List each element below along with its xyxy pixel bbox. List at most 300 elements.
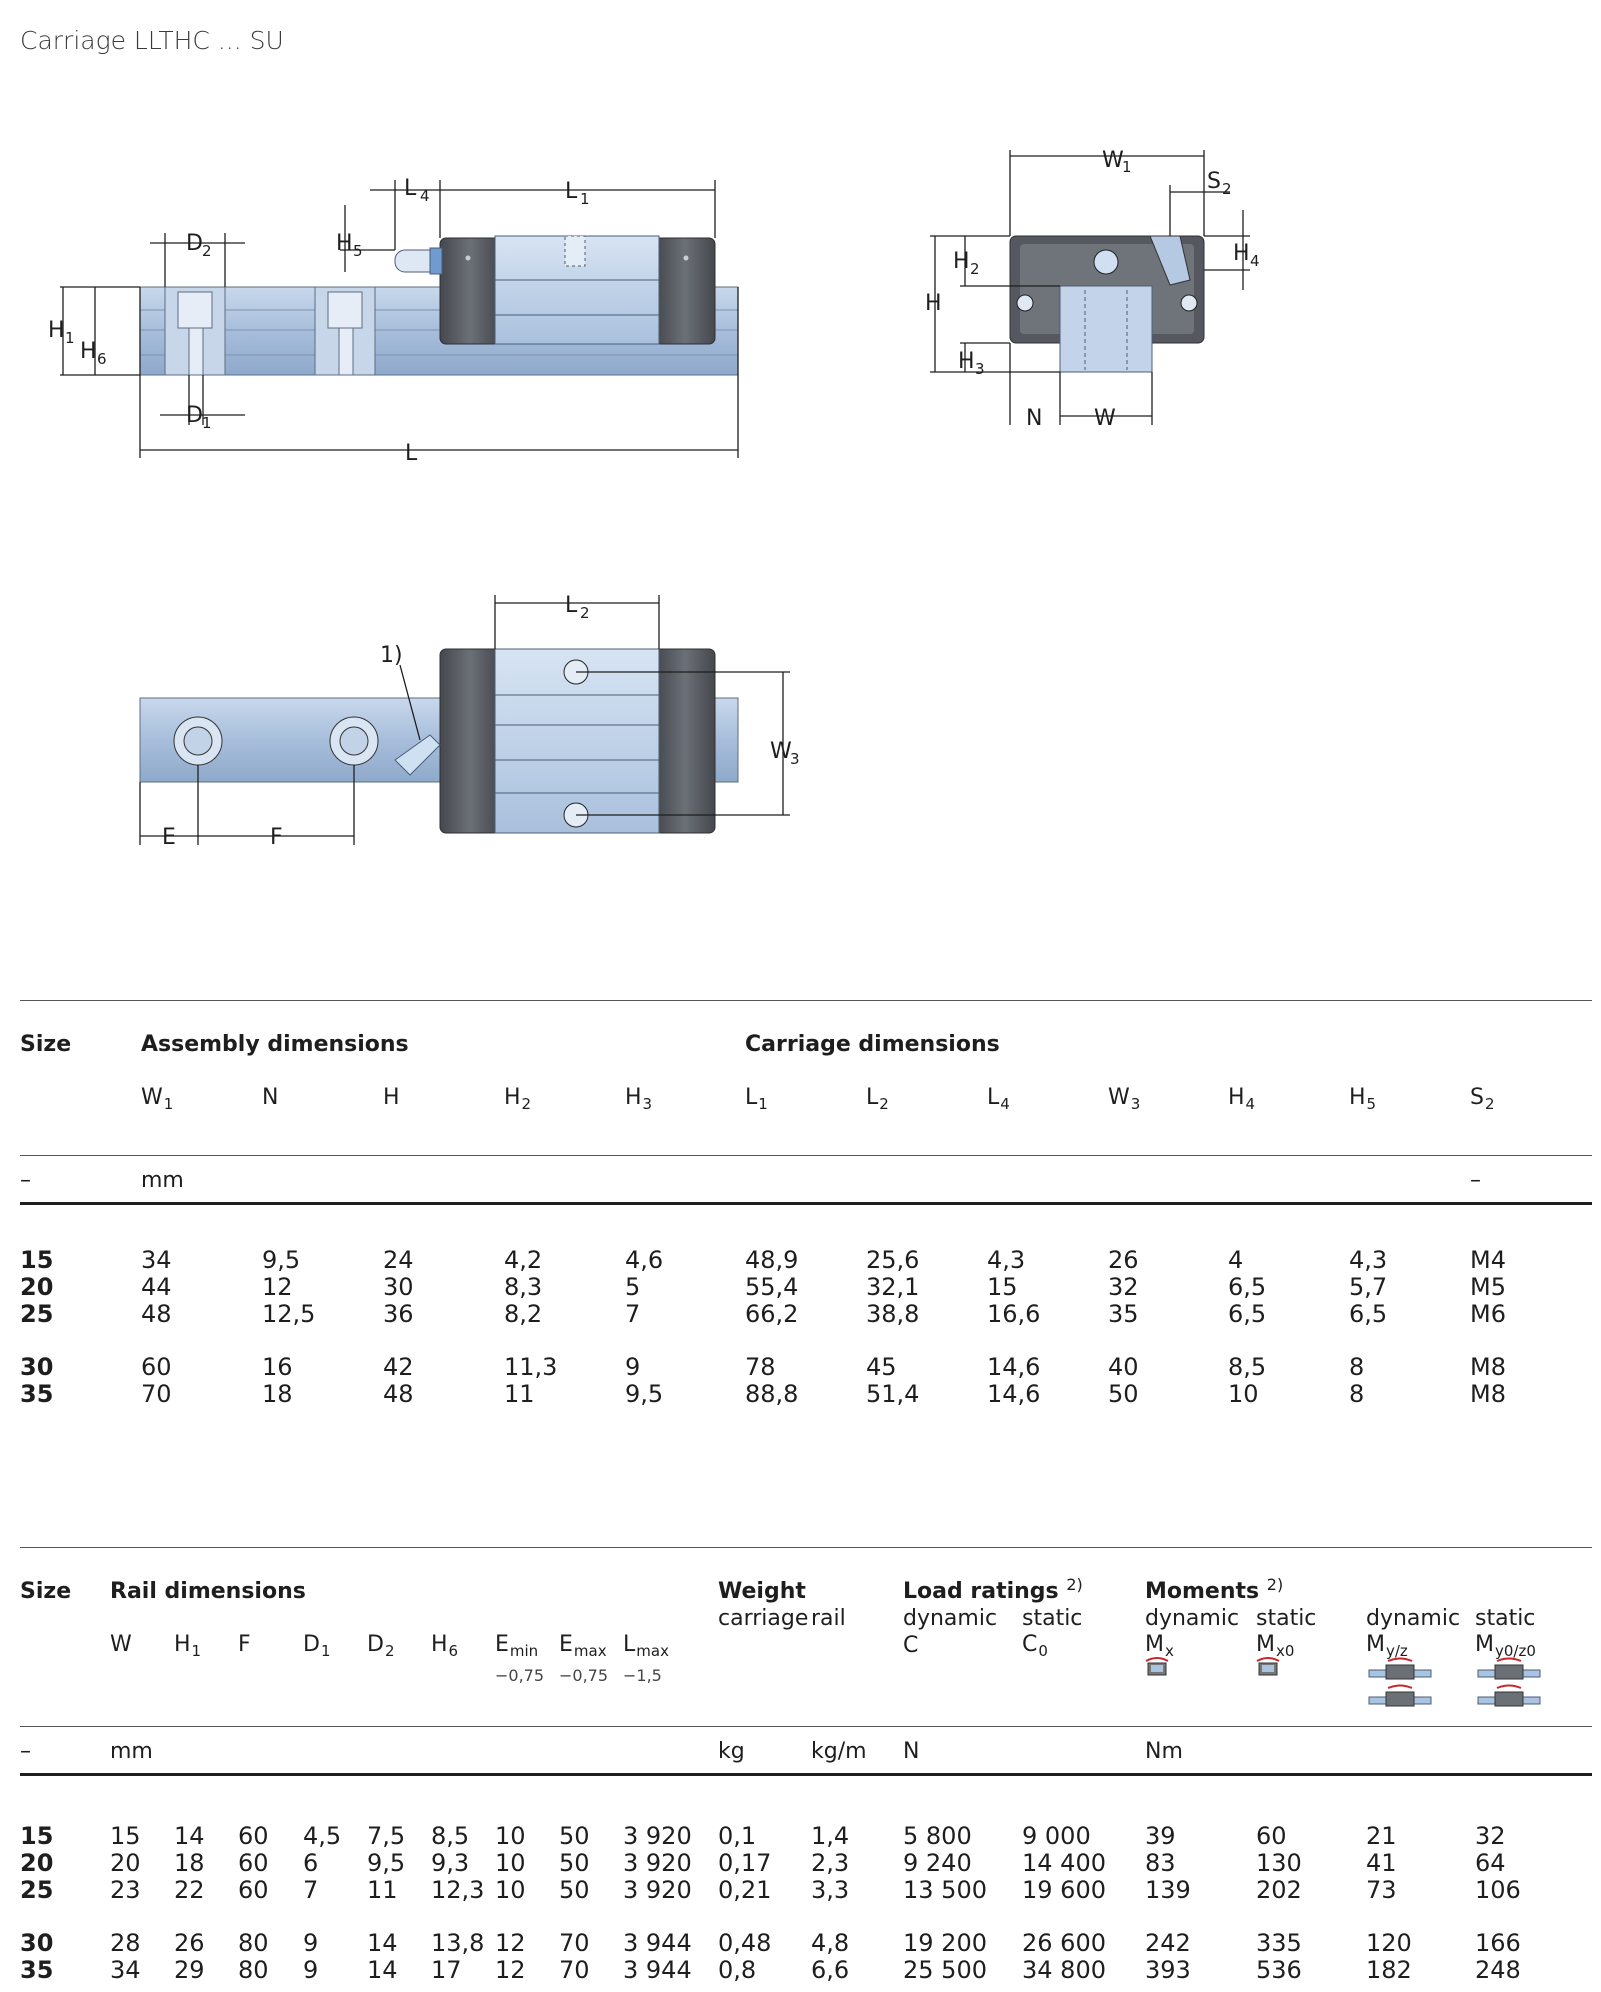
table-cell: 83 (1145, 1849, 1176, 1877)
table-cell: 17 (431, 1956, 462, 1984)
table1-group2-col-8 (987, 1354, 1040, 1408)
table-cell: M6 (1470, 1300, 1506, 1328)
svg-text:2: 2 (580, 604, 590, 622)
table-cell: 4,2 (504, 1246, 543, 1274)
dim-l4: L (404, 176, 417, 201)
table-cell: 25 (20, 1876, 54, 1904)
table-cell: 48,9 (745, 1246, 799, 1274)
table2-header-col-7: $E_{max}$ (559, 1632, 607, 1660)
table-cell: 12,5 (262, 1300, 316, 1328)
table-cell: 9,5 (367, 1849, 406, 1877)
table2-group2-col-10 (718, 1930, 771, 1984)
table-cell: 29 (174, 1956, 205, 1984)
table-cell: 25,6 (866, 1246, 920, 1274)
table-cell: 536 (1256, 1956, 1302, 1984)
table-cell: 4,5 (303, 1822, 342, 1850)
table2-load-static: static (1022, 1606, 1083, 1631)
table-cell: 11 (504, 1380, 535, 1408)
table-cell: 25 (20, 1300, 54, 1328)
table2-group2-col-4 (303, 1930, 318, 1984)
svg-text:3: 3 (975, 360, 985, 378)
table2-header-col-6: $E_{min}$ (495, 1632, 539, 1660)
dim-f: F (270, 825, 283, 850)
table-cell: 12 (262, 1273, 293, 1301)
table1-unit-s2: – (1470, 1168, 1481, 1193)
mx-icon (1146, 1658, 1168, 1675)
table2-unit-rule (20, 1726, 1592, 1727)
table1-group2-col-2 (262, 1354, 293, 1408)
table2-group2-col-14 (1145, 1930, 1191, 1984)
table-cell: 38,8 (866, 1300, 920, 1328)
top-view (140, 649, 738, 833)
table1-header-col-5: $L_1$ (745, 1085, 768, 1113)
table-cell: 28 (110, 1929, 141, 1957)
table2-group1-col-13 (1022, 1823, 1106, 1904)
table-cell: 0,17 (718, 1849, 772, 1877)
table-cell: 51,4 (866, 1380, 920, 1408)
table2-group1-col-7 (495, 1823, 526, 1904)
table2-group1-col-8 (559, 1823, 590, 1904)
note-1: 1) (380, 643, 403, 668)
table-cell: 26 (174, 1929, 205, 1957)
table-cell: 7,5 (367, 1822, 406, 1850)
table-cell: 9,5 (262, 1246, 301, 1274)
table1-top-rule (20, 1000, 1592, 1001)
page-title: Carriage LLTHC ... SU (20, 26, 284, 55)
table-cell: 48 (141, 1300, 172, 1328)
table-cell: 12 (495, 1956, 526, 1984)
table-cell: 15 (20, 1246, 54, 1274)
table-cell: 34 (141, 1246, 172, 1274)
table2-header-rule (20, 1773, 1592, 1776)
table2-group2-col-5 (367, 1930, 398, 1984)
svg-text:1: 1 (65, 329, 75, 347)
table1-group1-col-4 (504, 1247, 542, 1328)
table-cell: 35 (20, 1956, 54, 1984)
table1-group1-col-3 (383, 1247, 414, 1328)
table1-header-col-11: $S_2$ (1470, 1085, 1495, 1113)
table2-m-static2: static (1475, 1606, 1536, 1631)
table-cell: 60 (141, 1353, 172, 1381)
table-cell: 20 (110, 1849, 141, 1877)
table-cell: 15 (20, 1822, 54, 1850)
table2-header-col-5: $H_6$ (431, 1632, 459, 1660)
table-cell: 3,3 (811, 1876, 850, 1904)
table-cell: 40 (1108, 1353, 1139, 1381)
table2-group1-col-12 (903, 1823, 987, 1904)
table-cell: 0,21 (718, 1876, 772, 1904)
table-cell: 6 (303, 1849, 319, 1877)
table2-m-static: static (1256, 1606, 1317, 1631)
table-cell: 8 (1349, 1353, 1365, 1381)
table-cell: 4,6 (625, 1246, 664, 1274)
table-cell: 0,1 (718, 1822, 757, 1850)
table-cell: 9,3 (431, 1849, 470, 1877)
table2-group-rail: Rail dimensions (110, 1579, 306, 1604)
table-cell: 3 920 (623, 1822, 692, 1850)
svg-text:1: 1 (202, 414, 212, 432)
table2-weight-carriage: carriage (718, 1606, 809, 1631)
dim-l: L (405, 441, 418, 466)
table-cell: 9,5 (625, 1380, 664, 1408)
table2-unit-size: – (20, 1739, 31, 1764)
table-cell: 202 (1256, 1876, 1302, 1904)
table2-unit-nm: Nm (1145, 1739, 1183, 1764)
table2-top-rule (20, 1547, 1592, 1548)
dim-h5: H (336, 231, 353, 256)
table-cell: 32,1 (866, 1273, 920, 1301)
table2-m-dynamic: dynamic (1145, 1606, 1240, 1631)
table-cell: 19 600 (1022, 1876, 1106, 1904)
table-cell: 3 920 (623, 1876, 692, 1904)
table-cell: 23 (110, 1876, 141, 1904)
table-cell: 16,6 (987, 1300, 1041, 1328)
table-cell: 50 (559, 1876, 590, 1904)
table2-group1-col-17 (1475, 1823, 1521, 1904)
table-cell: 7 (303, 1876, 319, 1904)
table-cell: 50 (559, 1822, 590, 1850)
table-cell: 6,5 (1228, 1300, 1267, 1328)
dim-w: W (1094, 406, 1116, 431)
table2-header-col-2: F (238, 1632, 251, 1657)
table-cell: 70 (559, 1929, 590, 1957)
table1-group2-col-3 (383, 1354, 414, 1408)
table-cell: 36 (383, 1300, 414, 1328)
table-cell: 60 (238, 1849, 269, 1877)
table-cell: M8 (1470, 1380, 1506, 1408)
table-cell: 12,3 (431, 1876, 485, 1904)
svg-text:4: 4 (1250, 252, 1260, 270)
table-cell: 30 (383, 1273, 414, 1301)
table-cell: 73 (1366, 1876, 1397, 1904)
table-cell: 20 (20, 1273, 54, 1301)
table-cell: 44 (141, 1273, 172, 1301)
table1-unit-size: – (20, 1168, 31, 1193)
table2-weight-rail: rail (811, 1606, 846, 1631)
table-cell: 6,6 (811, 1956, 850, 1984)
table-cell: 60 (238, 1876, 269, 1904)
table2-tol-emin: −0,75 (495, 1666, 545, 1685)
dim-h: H (925, 291, 942, 316)
table2-unit-mm: mm (110, 1739, 153, 1764)
table-cell: 10 (495, 1849, 526, 1877)
table-cell: 15 (987, 1273, 1018, 1301)
table2-group2-col-8 (559, 1930, 590, 1984)
table-cell: 4,8 (811, 1929, 850, 1957)
table2-group-load: Load ratings $^{2)}$ (903, 1575, 1083, 1604)
table1-header-col-1: N (262, 1085, 279, 1110)
table2-load-static-sym: $C_0$ (1022, 1632, 1048, 1660)
table-cell: 3 920 (623, 1849, 692, 1877)
table2-tol-emax: −0,75 (559, 1666, 609, 1685)
svg-text:4: 4 (420, 187, 430, 205)
table-cell: 106 (1475, 1876, 1521, 1904)
table2-group2-col-3 (238, 1930, 269, 1984)
table2-mx: $M_x$ (1145, 1632, 1174, 1660)
table1-header-col-6: $L_2$ (866, 1085, 889, 1113)
table-cell: 32 (1108, 1273, 1139, 1301)
table1-header-col-7: $L_4$ (987, 1085, 1010, 1113)
myz0-icon (1478, 1659, 1540, 1707)
svg-text:6: 6 (97, 350, 107, 368)
table1-group2-col-10 (1228, 1354, 1266, 1408)
table1-group1-col-8 (987, 1247, 1040, 1328)
table-cell: 48 (383, 1380, 414, 1408)
mx0-icon (1257, 1658, 1279, 1675)
table2-group1-col-3 (238, 1823, 269, 1904)
table-cell: 242 (1145, 1929, 1191, 1957)
table-cell: 139 (1145, 1876, 1191, 1904)
table-cell: 13,8 (431, 1929, 485, 1957)
table-cell: 3 944 (623, 1929, 692, 1957)
table-cell: 4,3 (987, 1246, 1026, 1274)
table2-group2-col-13 (1022, 1930, 1106, 1984)
table2-tol-lmax: −1,5 (623, 1666, 662, 1685)
svg-text:1: 1 (1122, 158, 1132, 176)
dim-d1: D (186, 403, 203, 428)
table2-group2-col-17 (1475, 1930, 1521, 1984)
table1-group1-col-11 (1349, 1247, 1387, 1328)
dim-h3: H (958, 349, 975, 374)
table-cell: 166 (1475, 1929, 1521, 1957)
table2-group2-col-9 (623, 1930, 692, 1984)
svg-text:1: 1 (580, 190, 590, 208)
table2-group1-col-5 (367, 1823, 405, 1904)
table-cell: 335 (1256, 1929, 1302, 1957)
table1-group1-col-12 (1470, 1247, 1506, 1328)
table-cell: 39 (1145, 1822, 1176, 1850)
table-cell: 9 (625, 1353, 641, 1381)
table1-group1-col-1 (141, 1247, 172, 1328)
table2-mx0: $M_{x0}$ (1256, 1632, 1295, 1660)
table2-group1-col-15 (1256, 1823, 1302, 1904)
table2-group1-col-4 (303, 1823, 341, 1904)
table-cell: 24 (383, 1246, 414, 1274)
table2-group2-col-1 (110, 1930, 141, 1984)
table-cell: 32 (1475, 1822, 1506, 1850)
table-cell: 6,5 (1228, 1273, 1267, 1301)
table-cell: M8 (1470, 1353, 1506, 1381)
table-cell: 14 (367, 1956, 398, 1984)
table-cell: 248 (1475, 1956, 1521, 1984)
table-cell: 0,8 (718, 1956, 757, 1984)
table2-header-col-8: $L_{max}$ (623, 1632, 669, 1660)
table2-group1-col-14 (1145, 1823, 1191, 1904)
table2-m-dynamic2: dynamic (1366, 1606, 1461, 1631)
table2-group1-col-10 (718, 1823, 771, 1904)
table-cell: 11,3 (504, 1353, 558, 1381)
table-cell: 14 (367, 1929, 398, 1957)
table-cell: 34 800 (1022, 1956, 1106, 1984)
table1-group1-col-10 (1228, 1247, 1266, 1328)
table2-load-dynamic-sym: C (903, 1633, 919, 1658)
table1-size-header: Size (20, 1032, 72, 1057)
table2-header-col-1: $H_1$ (174, 1632, 202, 1660)
table2-group2-col-7 (495, 1930, 526, 1984)
table-cell: 20 (20, 1849, 54, 1877)
table-cell: 6,5 (1349, 1300, 1388, 1328)
table-cell: 16 (262, 1353, 293, 1381)
table2-group2-col-11 (811, 1930, 849, 1984)
table1-group2-col-4 (504, 1354, 557, 1408)
table1-header-col-2: H (383, 1085, 400, 1110)
table2-myz0: $M_{y0/z0}$ (1475, 1632, 1536, 1660)
table-cell: 120 (1366, 1929, 1412, 1957)
table1-group2-col-11 (1349, 1354, 1364, 1408)
table2-group1-col-1 (110, 1823, 141, 1904)
table-cell: 88,8 (745, 1380, 799, 1408)
table1-header-col-10: $H_5$ (1349, 1085, 1377, 1113)
dim-d2: D (186, 231, 203, 256)
table2-group1-col-16 (1366, 1823, 1397, 1904)
table2-load-dynamic: dynamic (903, 1606, 998, 1631)
table2-group2-col-15 (1256, 1930, 1302, 1984)
dim-h4: H (1233, 241, 1250, 266)
table-cell: 70 (559, 1956, 590, 1984)
table1-group2-col-12 (1470, 1354, 1506, 1408)
table2-group2-col-2 (174, 1930, 205, 1984)
table-cell: 34 (110, 1956, 141, 1984)
svg-text:3: 3 (790, 750, 800, 768)
table-cell: M4 (1470, 1246, 1506, 1274)
table1-group2-col-7 (866, 1354, 919, 1408)
table2-unit-n: N (903, 1739, 920, 1764)
table1-group2-col-0 (20, 1354, 53, 1408)
dim-h1: H (48, 318, 65, 343)
table-cell: 50 (1108, 1380, 1139, 1408)
table-cell: 13 500 (903, 1876, 987, 1904)
table-cell: 60 (1256, 1822, 1287, 1850)
table-cell: 80 (238, 1956, 269, 1984)
table-cell: 8,3 (504, 1273, 543, 1301)
table-cell: 50 (559, 1849, 590, 1877)
table-cell: 55,4 (745, 1273, 799, 1301)
table1-unit-mm: mm (141, 1168, 184, 1193)
svg-text:2: 2 (1222, 180, 1232, 198)
table-cell: M5 (1470, 1273, 1506, 1301)
table-cell: 14 400 (1022, 1849, 1106, 1877)
dim-s2: S (1207, 169, 1221, 194)
table1-group1-col-5 (625, 1247, 663, 1328)
table2-group2-col-16 (1366, 1930, 1412, 1984)
table1-group1-col-0 (20, 1247, 53, 1328)
dim-h6: H (80, 339, 97, 364)
table-cell: 41 (1366, 1849, 1397, 1877)
dim-e: E (162, 825, 176, 850)
table-cell: 18 (262, 1380, 293, 1408)
table1-group1-col-7 (866, 1247, 919, 1328)
table-cell: 10 (495, 1876, 526, 1904)
svg-text:2: 2 (970, 260, 980, 278)
table-cell: 70 (141, 1380, 172, 1408)
table2-group2-col-0 (20, 1930, 53, 1984)
table-cell: 15 (110, 1822, 141, 1850)
table-cell: 45 (866, 1353, 897, 1381)
dim-n: N (1026, 406, 1043, 431)
table1-group2-col-6 (745, 1354, 798, 1408)
table1-group-carriage: Carriage dimensions (745, 1032, 1000, 1057)
dim-w1: W (1102, 148, 1124, 173)
table-cell: 19 200 (903, 1929, 987, 1957)
table-cell: 14,6 (987, 1380, 1041, 1408)
table-cell: 78 (745, 1353, 776, 1381)
table2-group1-col-2 (174, 1823, 205, 1904)
table2-group1-col-0 (20, 1823, 53, 1904)
table-cell: 18 (174, 1849, 205, 1877)
table1-group2-col-1 (141, 1354, 172, 1408)
table-cell: 12 (495, 1929, 526, 1957)
table2-header-col-4: $D_2$ (367, 1632, 395, 1660)
table2-group1-col-11 (811, 1823, 849, 1904)
table-cell: 35 (20, 1380, 54, 1408)
table1-unit-rule (20, 1155, 1592, 1156)
table-cell: 30 (20, 1353, 54, 1381)
table2-unit-kg: kg (718, 1739, 745, 1764)
table-cell: 60 (238, 1822, 269, 1850)
table2-group1-col-6 (431, 1823, 484, 1904)
table2-group2-col-6 (431, 1930, 484, 1984)
table-cell: 4,3 (1349, 1246, 1388, 1274)
table-cell: 10 (495, 1822, 526, 1850)
table1-group-assembly: Assembly dimensions (141, 1032, 409, 1057)
table1-header-col-0: $W_1$ (141, 1085, 174, 1113)
table-cell: 130 (1256, 1849, 1302, 1877)
table2-group2-col-12 (903, 1930, 987, 1984)
table1-header-col-9: $H_4$ (1228, 1085, 1256, 1113)
table-cell: 14,6 (987, 1353, 1041, 1381)
table1-group1-col-9 (1108, 1247, 1139, 1328)
table-cell: 42 (383, 1353, 414, 1381)
table2-header-col-0: W (110, 1632, 132, 1657)
table-cell: 2,3 (811, 1849, 850, 1877)
table1-header-col-8: $W_3$ (1108, 1085, 1141, 1113)
table1-group1-col-2 (262, 1247, 315, 1328)
table-cell: 8,5 (1228, 1353, 1267, 1381)
dim-l1: L (565, 179, 578, 204)
table-cell: 8,5 (431, 1822, 470, 1850)
table1-group2-col-5 (625, 1354, 663, 1408)
end-view (1010, 236, 1204, 372)
carriage-side (395, 236, 715, 344)
table-cell: 0,48 (718, 1929, 772, 1957)
dim-l2: L (565, 593, 578, 618)
table-cell: 66,2 (745, 1300, 799, 1328)
table2-header-col-3: $D_1$ (303, 1632, 331, 1660)
dim-w3: W (770, 739, 792, 764)
table-cell: 26 (1108, 1246, 1139, 1274)
table-cell: 10 (1228, 1380, 1259, 1408)
table2-myz: $M_{y/z}$ (1366, 1632, 1408, 1660)
table-cell: 11 (367, 1876, 398, 1904)
table-cell: 9 (303, 1929, 319, 1957)
table1-header-col-4: $H_3$ (625, 1085, 653, 1113)
table-cell: 14 (174, 1822, 205, 1850)
table-cell: 21 (1366, 1822, 1397, 1850)
table-cell: 9 000 (1022, 1822, 1091, 1850)
table-cell: 80 (238, 1929, 269, 1957)
table-cell: 26 600 (1022, 1929, 1106, 1957)
table-cell: 5 800 (903, 1822, 972, 1850)
table-cell: 9 240 (903, 1849, 972, 1877)
svg-text:2: 2 (202, 242, 212, 260)
table1-group2-col-9 (1108, 1354, 1139, 1408)
table1-header-col-3: $H_2$ (504, 1085, 532, 1113)
table2-group1-col-9 (623, 1823, 692, 1904)
table-cell: 5,7 (1349, 1273, 1388, 1301)
table1-header-rule (20, 1202, 1592, 1205)
table1-group1-col-6 (745, 1247, 798, 1328)
table-cell: 9 (303, 1956, 319, 1984)
